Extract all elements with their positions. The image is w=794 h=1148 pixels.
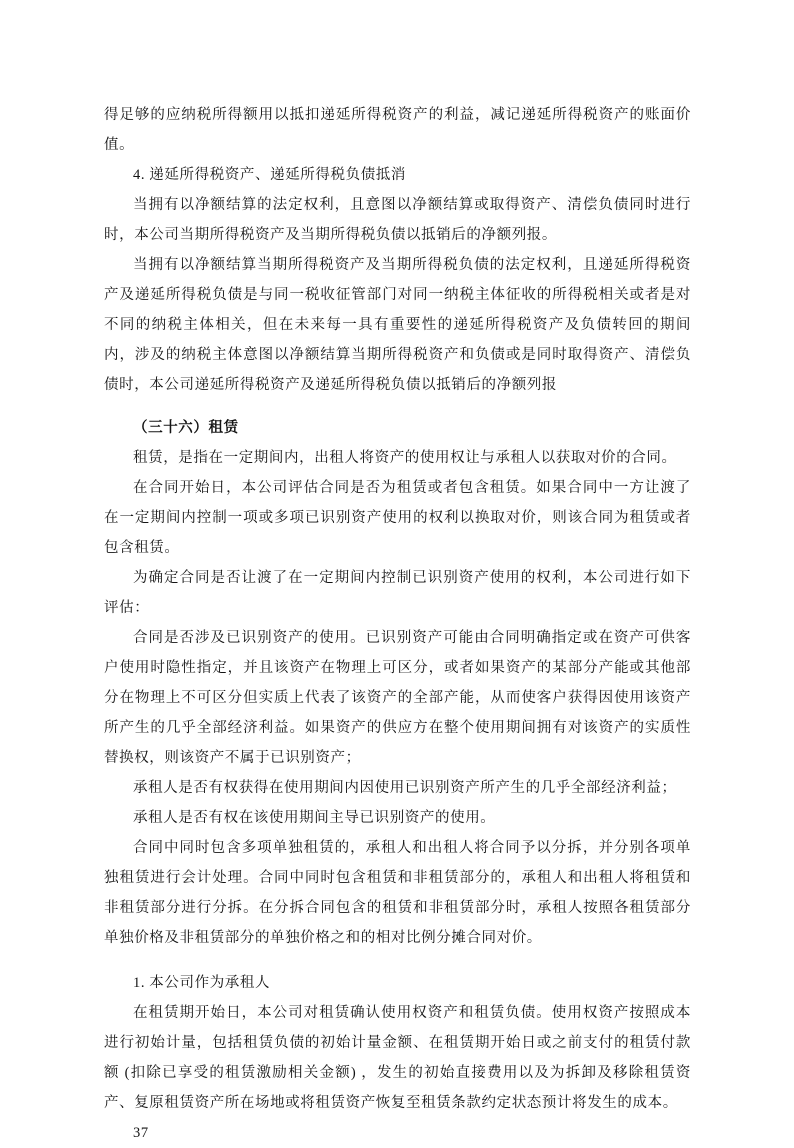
numbered-item: 4. 递延所得税资产、递延所得税负债抵消 [133,167,406,183]
paragraph: 当拥有以净额结算的法定权利，且意图以净额结算或取得资产、清偿负债同时进行时，本公司当期所得税资产及当期所得税负债以抵销后的净额列报。 [104,197,691,243]
page-number: 37 [133,1125,149,1141]
document-body [104,100,691,1148]
paragraph: 在合同开始日，本公司评估合同是否为租赁或者包含租赁。如果合同中一方让渡了在一定期间内控制一项或多项已识别资产使用的权利以换取对价，则该合同为租赁或者包含租赁。 [104,480,691,556]
paragraph: 合同中同时包含多项单独租赁的，承租人和出租人将合同予以分拆，并分别各项单独租赁进行会计处理。合同中同时包含租赁和非租赁部分的，承租人和出租人将租赁和非租赁部分进行分拆。在分拆合同包含的租赁和非租赁部分时，承租人按照各租赁部分单独价格及非租赁部分的单独价格之和的相对比例分摊合同对价。 [104,840,691,946]
paragraph: 得足够的应纳税所得额用以抵扣递延所得税资产的利益，减记递延所得税资产的账面价值。 [104,107,691,153]
paragraph: 在租赁期开始日，本公司对租赁确认使用权资产和租赁负债。使用权资产按照成本进行初始计量，包括租赁负债的初始计量金额、在租赁期开始日或之前支付的租赁付款额 (扣除已享受的租赁激励相关金额) ，发生的初始直接费用以及为拆卸及移除租赁资产、复原租赁资产所在场地或将租赁资产恢复至租赁条款约定状态预计将发生的成本。 [104,1005,691,1111]
section-heading: （三十六）租赁 [133,420,239,436]
paragraph: 合同是否涉及已识别资产的使用。已识别资产可能由合同明确指定或在资产可供客户使用时隐性指定，并且该资产在物理上可区分，或者如果资产的某部分产能或其他部分在物理上不可区分但实质上代表了该资产的全部产能，从而使客户获得因使用该资产所产生的几乎全部经济利益。如果资产的供应方在整个使用期间拥有对该资产的实质性替换权，则该资产不属于已识别资产； [104,630,691,766]
numbered-item: 1. 本公司作为承租人 [133,975,271,991]
paragraph: 为确定合同是否让渡了在一定期间内控制已识别资产使用的权利，本公司进行如下评估： [104,570,691,616]
paragraph: 承租人是否有权在该使用期间主导已识别资产的使用。 [133,810,496,826]
paragraph: 承租人是否有权获得在使用期间内因使用已识别资产所产生的几乎全部经济利益； [133,780,677,796]
paragraph: 当拥有以净额结算当期所得税资产及当期所得税负债的法定权利，且递延所得税资产及递延所得税负债是与同一税收征管部门对同一纳税主体征收的所得税相关或者是对不同的纳税主体相关，但在未来每一具有重要性的递延所得税资产及负债转回的期间内，涉及的纳税主体意图以净额结算当期所得税资产和负债或是同时取得资产、清偿负债时，本公司递延所得税资产及递延所得税负债以抵销后的净额列报 [104,257,691,393]
paragraph: 租赁，是指在一定期间内，出租人将资产的使用权让与承租人以获取对价的合同。 [133,450,677,466]
